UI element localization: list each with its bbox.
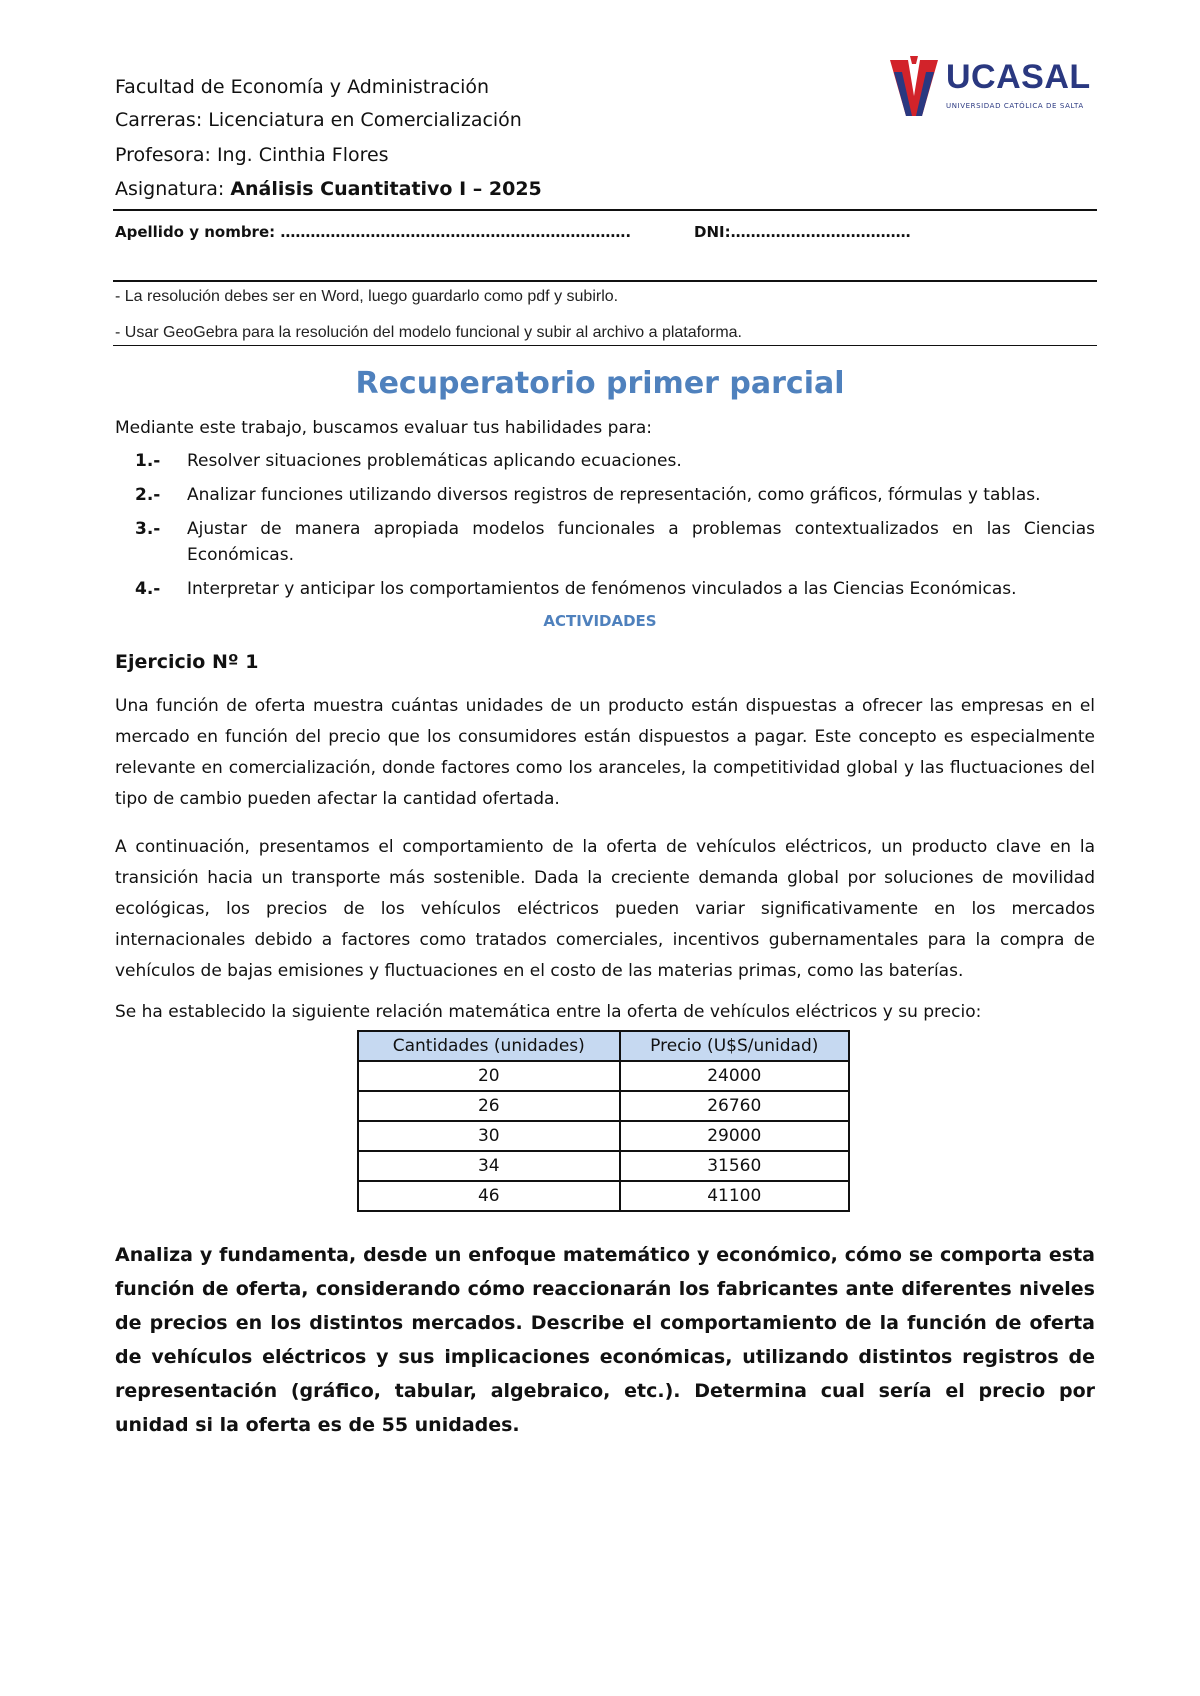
quantity-cell: 20 xyxy=(358,1061,620,1091)
price-cell: 41100 xyxy=(620,1181,849,1211)
table-row xyxy=(358,1091,849,1121)
table-row xyxy=(358,1181,849,1211)
price-cell: 31560 xyxy=(620,1151,849,1181)
intro-text: Mediante este trabajo, buscamos evaluar tus habilidades para: xyxy=(115,418,652,438)
task-intro: Analiza y fundamenta xyxy=(115,1244,350,1266)
objective-2 xyxy=(135,482,1095,508)
professor-line: Profesora: Ing. Cinthia Flores xyxy=(115,144,389,166)
objective-text: Resolver situaciones problemáticas aplicando ecuaciones. xyxy=(187,451,682,471)
objective-3 xyxy=(135,516,1095,568)
price-cell: 26760 xyxy=(620,1091,849,1121)
column-header-quantity: Cantidades (unidades) xyxy=(358,1031,620,1061)
faculty-line: Facultad de Economía y Administración xyxy=(115,76,490,98)
logo-subtext: UNIVERSIDAD CATÓLICA DE SALTA xyxy=(946,102,1084,110)
objective-number: 4.- xyxy=(135,579,161,599)
objective-4 xyxy=(135,576,1095,602)
exercise-paragraph-3: Se ha establecido la siguiente relación matemática entre la oferta de vehículos eléctricos y su precio: xyxy=(115,1002,982,1022)
name-field[interactable]: Apellido y nombre: ……………………………………………………………. xyxy=(115,223,632,241)
supply-table xyxy=(357,1030,850,1212)
quantity-cell: 26 xyxy=(358,1091,620,1121)
task-text: , desde un enfoque matemático y económico, cómo se comporta esta función de oferta, considerando cómo reaccionarán los fabricantes ante diferentes niveles de precios en los distintos mercados. Describe el comportamiento de la función de oferta de vehículos eléctricos y sus implicaciones económicas, utilizando distintos registros de representación (gráfico, tabular, algebraico, etc.). Determina cual sería el precio por unidad si la oferta es de 55 unidades. xyxy=(115,1244,1095,1436)
quantity-cell: 30 xyxy=(358,1121,620,1151)
subject-line xyxy=(115,177,542,201)
exercise-task xyxy=(115,1238,1095,1442)
objective-text: Interpretar y anticipar los comportamientos de fenómenos vinculados a las Ciencias Económicas. xyxy=(187,579,1017,599)
quantity-cell: 34 xyxy=(358,1151,620,1181)
column-header-price: Precio (U$S/unidad) xyxy=(620,1031,849,1061)
fields-divider xyxy=(113,280,1097,282)
table-header-row xyxy=(358,1031,849,1061)
price-cell: 24000 xyxy=(620,1061,849,1091)
table-row xyxy=(358,1151,849,1181)
exercise-paragraph-1: Una función de oferta muestra cuántas unidades de un producto están dispuestas a ofrecer las empresas en el mercado en función del precio que los consumidores están dispuestos a pagar. Este concepto es especialmente relevante en comercialización, donde factores como los aranceles, la competitividad global y las fluctuaciones del tipo de cambio pueden afectar la cantidad ofertada. xyxy=(115,696,1095,809)
quantity-cell: 46 xyxy=(358,1181,620,1211)
exercise-title: Ejercicio Nº 1 xyxy=(115,651,259,673)
table-row xyxy=(358,1061,849,1091)
price-cell: 29000 xyxy=(620,1121,849,1151)
activities-heading: ACTIVIDADES xyxy=(543,612,657,630)
ucasal-logo xyxy=(886,56,1091,120)
header-divider xyxy=(113,209,1097,211)
logo-text: UCASAL xyxy=(946,58,1091,96)
career-line: Carreras: Licenciatura en Comercialización xyxy=(115,109,522,131)
exercise-paragraph-2: A continuación, presentamos el comportamiento de la oferta de vehículos eléctricos, un producto clave en la transición hacia un transporte más sostenible. Dada la creciente demanda global por soluciones de movilidad ecológicas, los precios de los vehículos eléctricos pueden variar significativamente en los mercados internacionales debido a factores como tratados comerciales, incentivos gubernamentales para la compra de vehículos de bajas emisiones y fluctuaciones en el costo de las materias primas, como las baterías. xyxy=(115,837,1095,981)
notes-divider xyxy=(113,345,1097,346)
objective-number: 1.- xyxy=(135,451,161,471)
ucasal-shield-icon xyxy=(886,56,942,120)
subject-value: Análisis Cuantitativo I – 2025 xyxy=(230,178,542,200)
dni-field[interactable]: DNI:……………………………… xyxy=(694,223,911,241)
table-row xyxy=(358,1121,849,1151)
objective-1 xyxy=(135,448,1095,474)
objective-text: Analizar funciones utilizando diversos registros de representación, como gráficos, fórmulas y tablas. xyxy=(187,485,1041,505)
objective-text: Ajustar de manera apropiada modelos funcionales a problemas contextualizados en las Ciencias Económicas. xyxy=(187,519,1095,565)
page-title: Recuperatorio primer parcial xyxy=(355,366,845,401)
subject-label: Asignatura: xyxy=(115,178,231,200)
objective-number: 2.- xyxy=(135,485,161,505)
objective-number: 3.- xyxy=(135,519,161,539)
note-word-pdf: - La resolución debes ser en Word, luego guardarlo como pdf y subirlo. xyxy=(115,288,619,305)
note-geogebra: - Usar GeoGebra para la resolución del modelo funcional y subir al archivo a plataforma. xyxy=(115,324,742,341)
